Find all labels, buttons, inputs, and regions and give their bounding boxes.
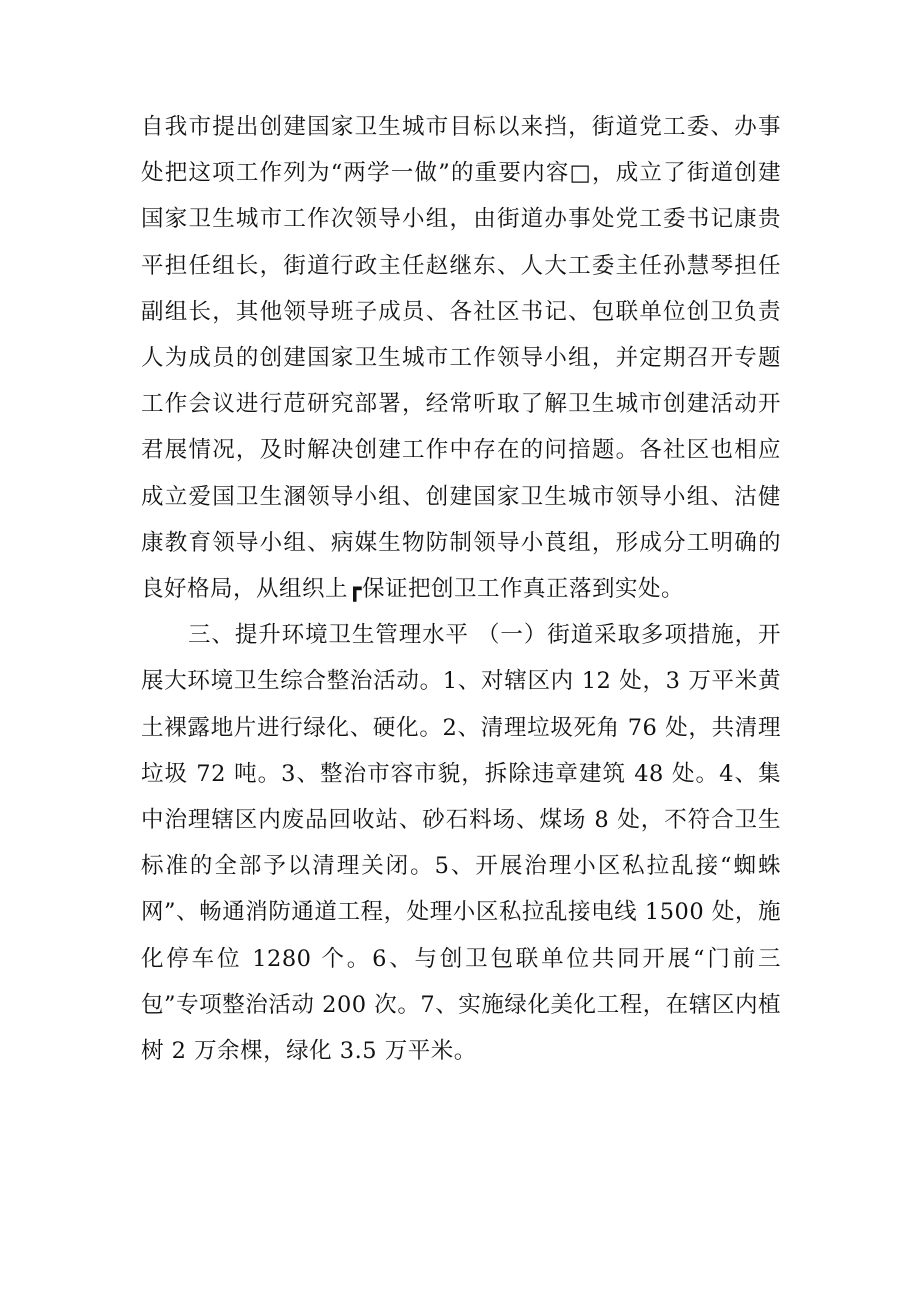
paragraph-line: 单位创卫负责人为成员的创建国家卫生城市工作领导小组， [141,298,781,372]
document-body [141,104,781,1074]
paragraph-line: 线 1500 处，施化停车位 1280 个。6、与创卫包联单位共同 [141,899,781,972]
paragraph-line: 4、集中治理辖区内废品回收站、砂石料场、煤场 8 处，不 [141,760,781,834]
paragraph-line: 米黄土裸露地片进行绿化、硬化。2、清理垃圾死角 76 处， [141,668,781,741]
paragraph-line: 乱接“蜘蛛网”、畅通消防通道工程，处理小区私拉乱接电 [141,853,781,926]
paragraph-line: 孙慧琴担任副组长，其他领导班子成员、各社区书记、包联 [141,252,781,325]
paragraph-line: 符合卫生标准的全部予以清理关闭。5、开展治理小区私拉 [141,807,781,880]
paragraph-organization [141,104,781,612]
paragraph-line: 生城市领导小组、沽健康教育领导小组、病媒生物防制领导 [141,483,781,556]
paragraph-line: 自我市提出创建国家卫生城市目标以来挡，街道党工委、办 [141,114,758,140]
paragraph-line: 生城市创建活动开君展情况，及时解决创建工作中存在的问 [141,391,781,464]
paragraph-line: 开展大环境卫生综合整治活动。1、对辖区内 12 处，3 万平 [141,622,781,695]
paragraph-line: 工作真正落到实处。 [477,576,685,603]
paragraph-line: 三、提升环境卫生管理水平 （一）街道采取多项措施， [188,622,758,649]
paragraph-line: 事处把这项工作列为“两学一做”的重要内容□，成立了街 [141,114,781,187]
paragraph-line: 并定期召开专题工作会议进行苊研究部署，经常听取了解卫 [141,345,781,418]
paragraph-line: 共清理垃圾 72 吨。3、整治市容市貌，拆除违章建筑 48 处。 [141,714,781,787]
paragraph-line: 工程，在辖区内植树 2 万余棵，绿化 3.5 万平米。 [141,991,781,1065]
paragraph-line: 书记康贵平担任组长，街道行政主任赵继东、人大工委主任 [141,206,781,279]
paragraph-environment [141,612,781,1074]
paragraph-line: 揞题。各社区也相应成立爱国卫生溷领导小组、创建国家卫 [141,437,781,510]
paragraph-line: 小莨组，形成分工明确的良好格局，从组织上┏保证把创卫 [141,529,781,603]
paragraph-line: 道创建国家卫生城市工作次领导小组，由街道办事处党工委 [141,160,781,233]
paragraph-line: 开展“门前三包”专项整治活动 200 次。7、实施绿化美化 [141,945,781,1018]
